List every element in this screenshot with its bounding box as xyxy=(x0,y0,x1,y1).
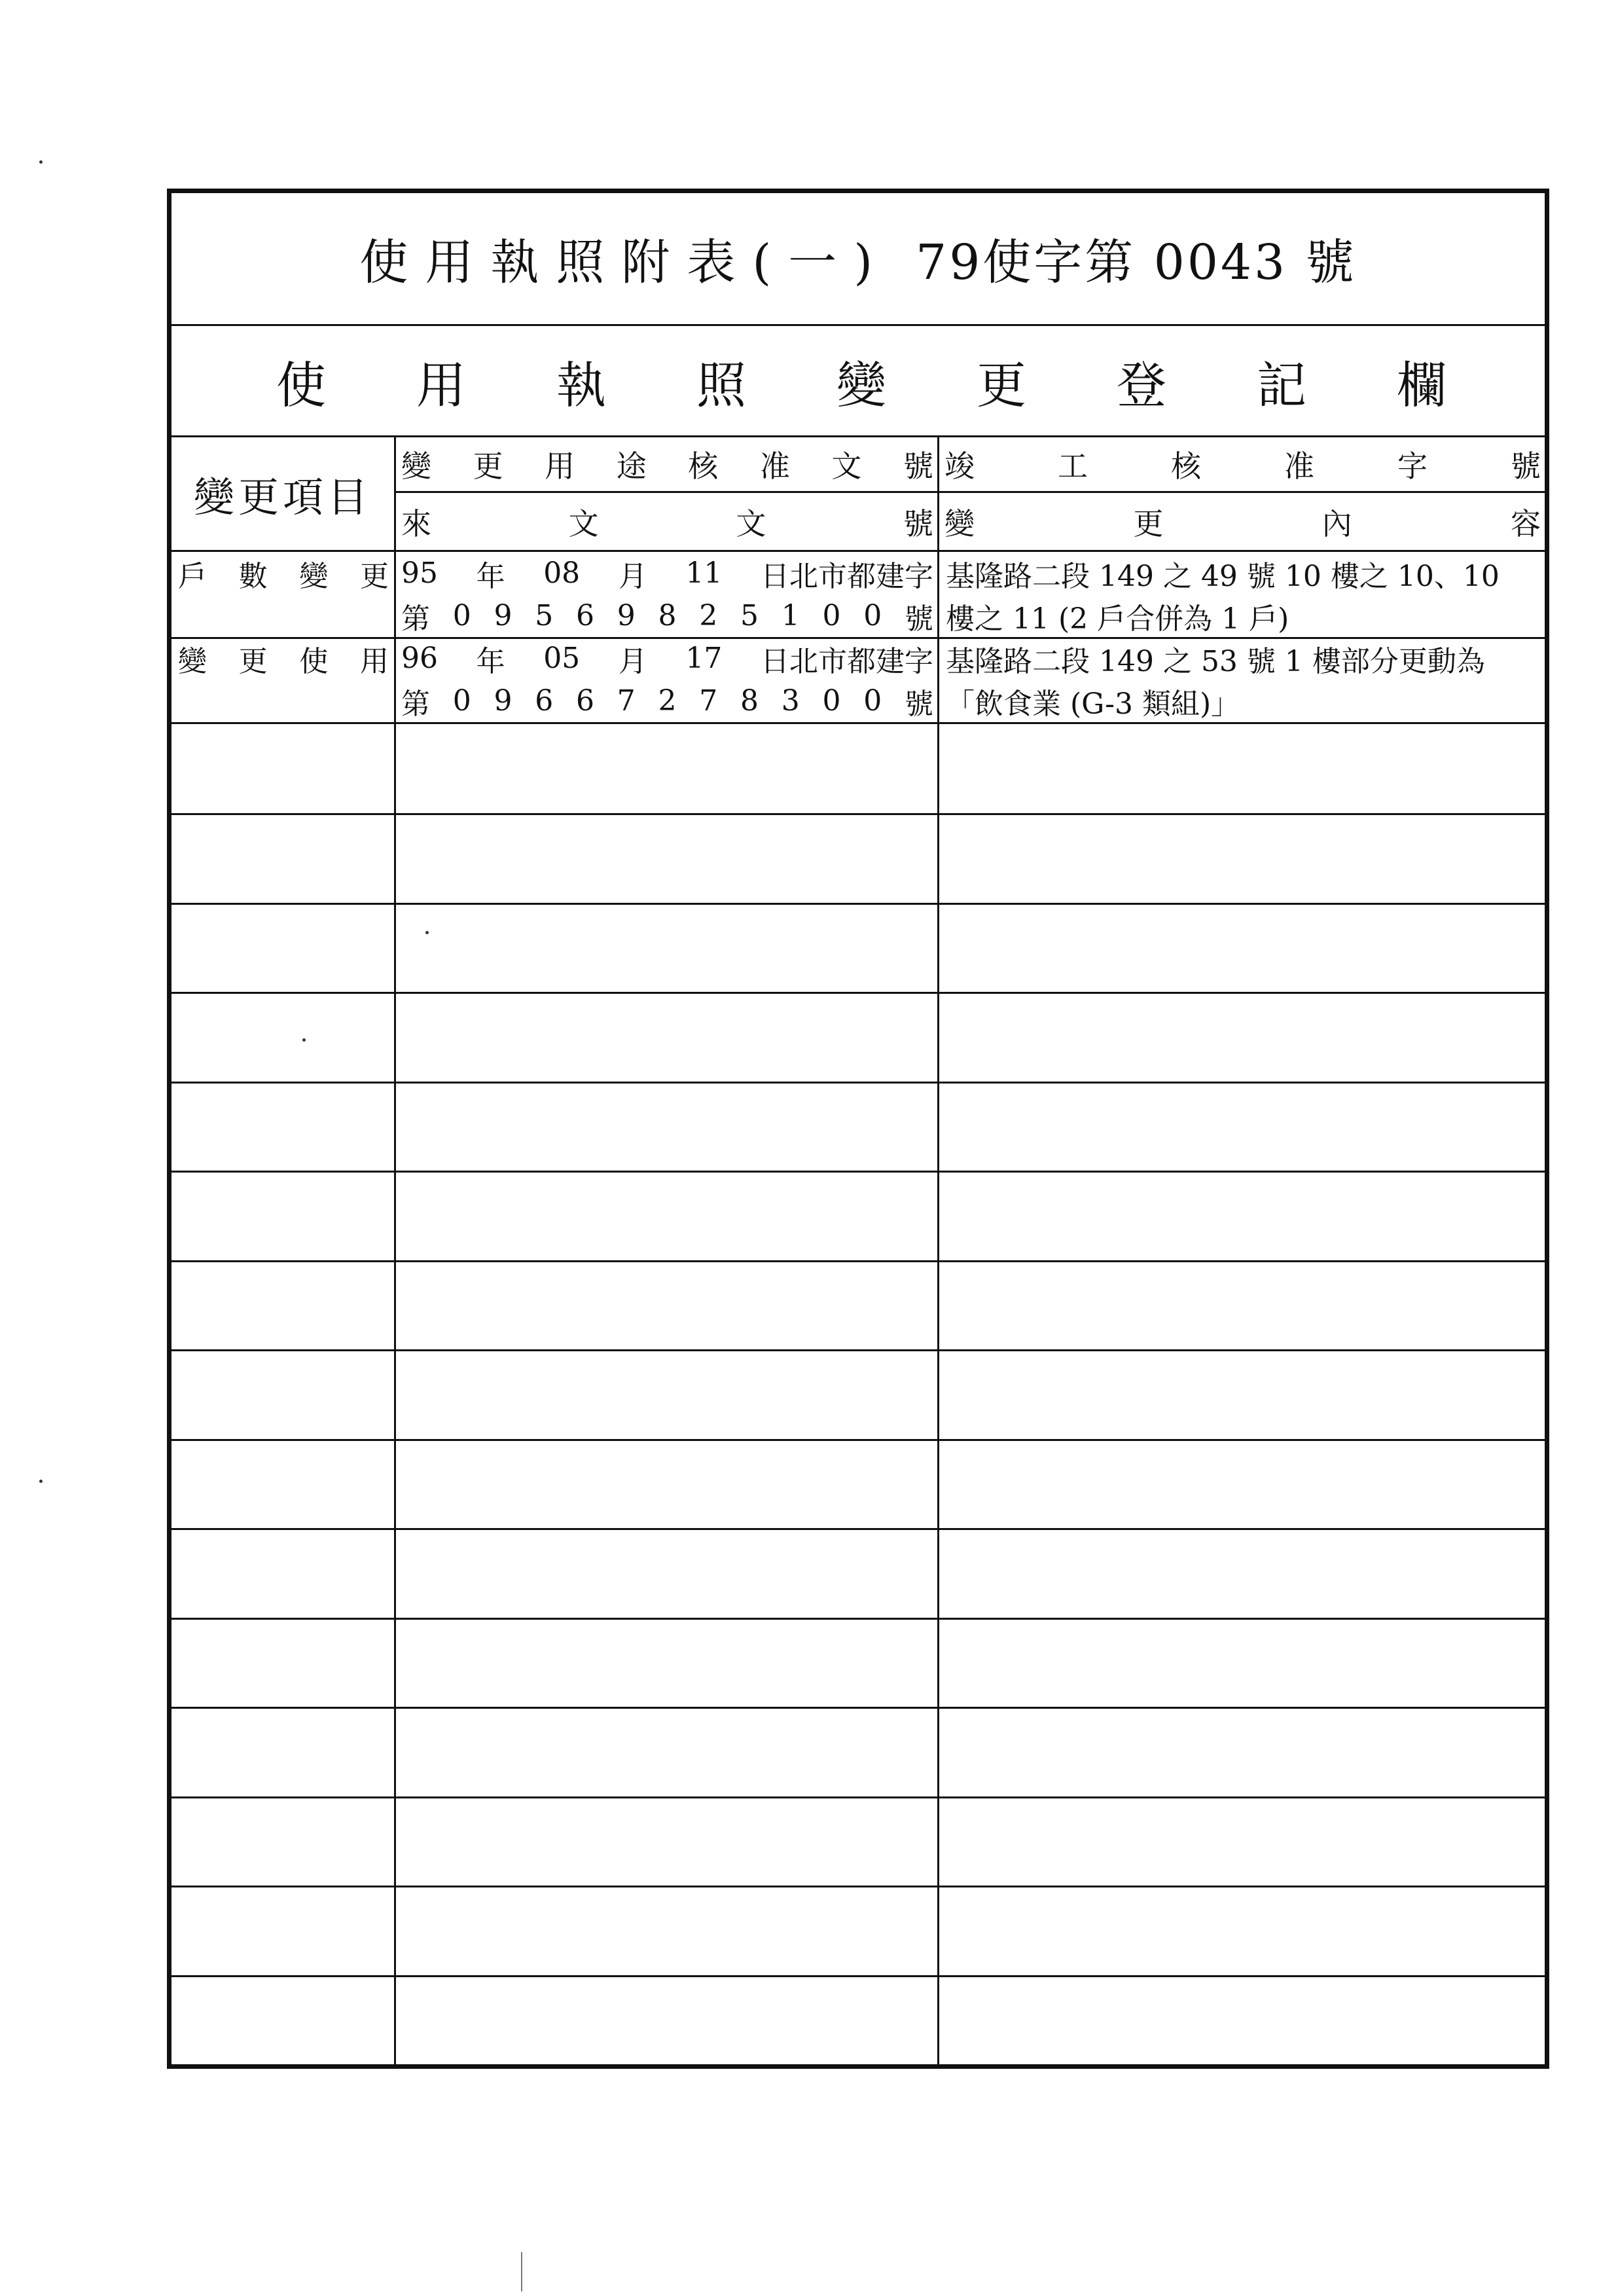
header-char: 更 xyxy=(1133,505,1164,541)
scan-mark xyxy=(521,2252,522,2291)
change-content-line: 「飲食業 (G-3 類組)」 xyxy=(946,687,1240,721)
row-divider xyxy=(171,722,1545,724)
document-token: 日北市都建字 xyxy=(760,644,933,678)
scan-speck xyxy=(39,160,43,164)
empty-row-divider xyxy=(171,1886,1545,1887)
empty-row-divider xyxy=(171,1349,1545,1351)
section-title-char: 用 xyxy=(416,356,466,414)
document-token: 8 xyxy=(658,599,677,632)
document-number-line xyxy=(396,680,937,722)
change-item-char: 變 xyxy=(178,644,207,678)
scan-speck xyxy=(39,1480,43,1483)
header-char: 字 xyxy=(1397,448,1428,484)
empty-row-divider xyxy=(171,992,1545,994)
header-char: 內 xyxy=(1321,505,1352,541)
header-char: 文 xyxy=(568,505,599,541)
empty-row-divider xyxy=(171,1082,1545,1084)
section-title-char: 欄 xyxy=(1397,356,1447,414)
section-title-char: 記 xyxy=(1257,356,1306,414)
document-token: 11 xyxy=(685,556,723,590)
document-token: 第 xyxy=(401,687,430,721)
change-item xyxy=(171,552,394,594)
document-token: 08 xyxy=(543,556,581,590)
document-token: 號 xyxy=(905,687,933,721)
header-char: 文 xyxy=(831,448,862,484)
header-char: 途 xyxy=(616,448,647,484)
section-title-char: 執 xyxy=(556,356,606,414)
header-char: 更 xyxy=(473,448,503,484)
change-item-char: 使 xyxy=(299,644,329,678)
document-token: 6 xyxy=(576,684,594,718)
header-char: 准 xyxy=(759,448,790,484)
document-token: 年 xyxy=(476,559,505,593)
document-token: 第 xyxy=(401,602,430,636)
document-date-line xyxy=(396,552,937,594)
change-content-line: 基隆路二段 149 之 53 號 1 樓部分更動為 xyxy=(946,644,1485,678)
document-token: 2 xyxy=(699,599,718,632)
section-title-char: 更 xyxy=(977,356,1026,414)
document-token: 8 xyxy=(740,684,759,718)
license-table-frame xyxy=(167,189,1549,2069)
header-char: 容 xyxy=(1510,505,1541,541)
document-token: 號 xyxy=(905,602,933,636)
document-token: 5 xyxy=(740,599,759,632)
change-item-header: 變更項目 xyxy=(193,473,372,521)
document-token: 96 xyxy=(401,642,438,675)
title-main: 使用執照附表(一) xyxy=(359,234,890,291)
document-token: 1 xyxy=(781,599,800,632)
document-token: 年 xyxy=(476,644,505,678)
empty-row-divider xyxy=(171,1171,1545,1173)
empty-row-divider xyxy=(171,1618,1545,1620)
document-token: 0 xyxy=(452,684,471,718)
completion-number-header xyxy=(939,437,1545,491)
document-token: 17 xyxy=(685,642,723,675)
header-char: 准 xyxy=(1284,448,1314,484)
document-token: 95 xyxy=(401,556,438,590)
change-content-line: 基隆路二段 149 之 49 號 10 樓之 10、10 xyxy=(946,559,1500,593)
header-char: 核 xyxy=(1171,448,1201,484)
change-item-char: 戶 xyxy=(178,559,207,593)
incoming-number-header xyxy=(396,493,937,550)
change-content-header xyxy=(939,493,1545,550)
empty-row-divider xyxy=(171,1707,1545,1709)
document-token: 月 xyxy=(618,559,647,593)
change-item xyxy=(171,637,394,680)
change-item-char: 更 xyxy=(238,644,268,678)
section-title-char: 變 xyxy=(836,356,886,414)
section-title-char: 登 xyxy=(1117,356,1166,414)
document-token: 0 xyxy=(863,599,882,632)
header-char: 核 xyxy=(688,448,719,484)
header-char: 用 xyxy=(545,448,575,484)
document-title xyxy=(171,193,1545,324)
section-title-char: 使 xyxy=(276,356,326,414)
document-token: 月 xyxy=(618,644,647,678)
document-date-line xyxy=(396,637,937,680)
document-token: 7 xyxy=(617,684,636,718)
header-char: 號 xyxy=(903,505,933,541)
scan-speck xyxy=(425,931,429,934)
empty-row-divider xyxy=(171,813,1545,815)
header-char: 來 xyxy=(401,505,431,541)
document-token: 9 xyxy=(494,599,512,632)
change-item-char: 數 xyxy=(238,559,268,593)
approval-number-header xyxy=(396,437,937,491)
document-token: 7 xyxy=(699,684,718,718)
empty-row-divider xyxy=(171,903,1545,905)
document-token: 日北市都建字 xyxy=(760,559,933,593)
document-token: 9 xyxy=(494,684,512,718)
license-number: 79使字第 0043 號 xyxy=(916,234,1357,291)
document-token: 0 xyxy=(822,684,841,718)
change-item-char: 更 xyxy=(359,559,389,593)
empty-row-divider xyxy=(171,1975,1545,1977)
document-token: 2 xyxy=(658,684,677,718)
header-char: 工 xyxy=(1058,448,1088,484)
change-item-char: 用 xyxy=(359,644,389,678)
header-char: 號 xyxy=(903,448,933,484)
empty-row-divider xyxy=(171,1796,1545,1798)
scan-speck xyxy=(302,1038,306,1042)
document-token: 0 xyxy=(452,599,471,632)
section-title-char: 照 xyxy=(696,356,746,414)
empty-row-divider xyxy=(171,1439,1545,1441)
change-content-line: 樓之 11 (2 戶合併為 1 戶) xyxy=(946,602,1289,636)
section-title xyxy=(171,327,1545,435)
document-token: 05 xyxy=(543,642,581,675)
change-item-char: 變 xyxy=(299,559,329,593)
empty-row-divider xyxy=(171,1528,1545,1530)
document-token: 9 xyxy=(617,599,636,632)
header-char: 文 xyxy=(736,505,766,541)
divider xyxy=(171,324,1545,326)
document-token: 0 xyxy=(863,684,882,718)
header-char: 變 xyxy=(401,448,431,484)
document-token: 6 xyxy=(535,684,554,718)
document-token: 5 xyxy=(535,599,554,632)
header-char: 號 xyxy=(1511,448,1541,484)
header-char: 竣 xyxy=(944,448,975,484)
empty-row-divider xyxy=(171,1260,1545,1262)
document-token: 3 xyxy=(781,684,800,718)
document-token: 6 xyxy=(576,599,594,632)
document-number-line xyxy=(396,594,937,637)
document-token: 0 xyxy=(822,599,841,632)
header-char: 變 xyxy=(944,505,975,541)
